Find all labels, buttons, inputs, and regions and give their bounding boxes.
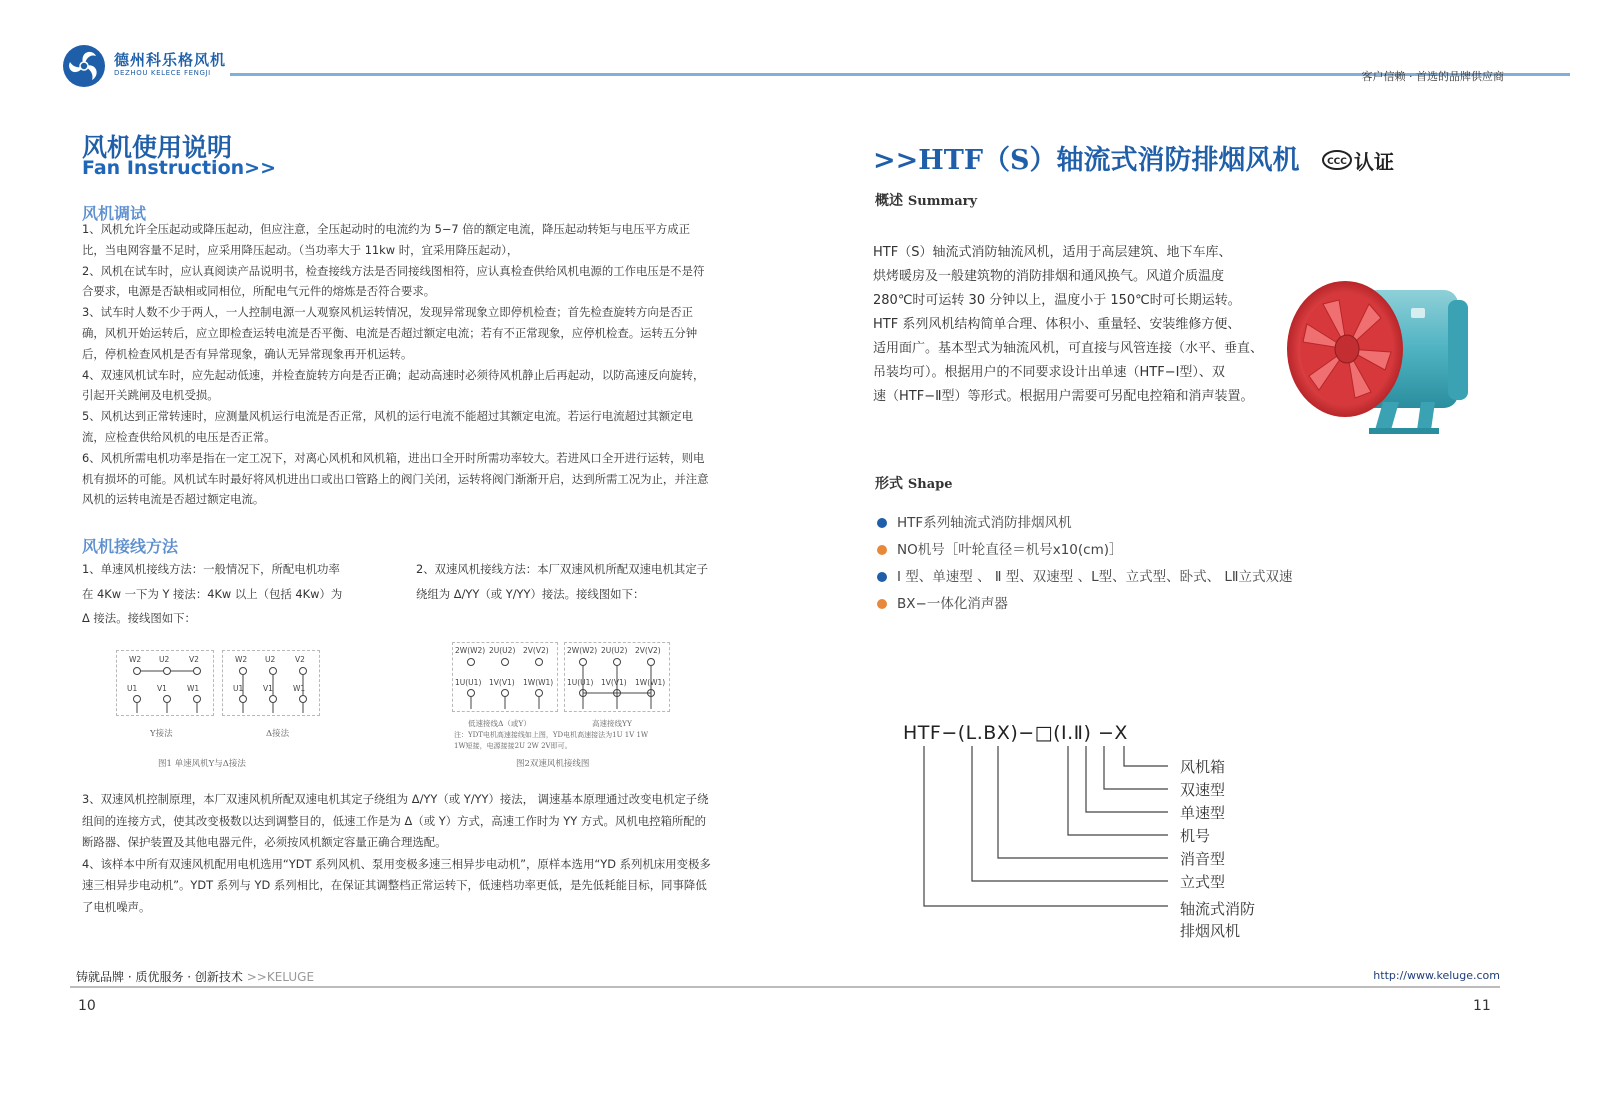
terminal-label: W1 [187, 684, 200, 693]
product-title: >>HTF（S）轴流式消防排烟风机 [873, 145, 1300, 176]
terminal-label: V2 [295, 655, 305, 664]
shape-item-text: HTF系列轴流式消防排烟风机 [897, 515, 1072, 531]
ccc-cert-icon [1322, 150, 1352, 170]
debug-paragraph: 6、风机所需电机功率是指在一定工况下，对离心风机和风机箱，进出口全开时所需功率较大。若进风口全开进行运转，则电机有损坏的可能。风机试车时最好将风机进出口或出口管路上的阀门关闭，运转将阀门渐渐开启，达到所需工况为止，并注意风机的运转电流是否超过额定电流。 [82, 450, 709, 507]
terminal-label: 2U(U2) [489, 646, 516, 655]
figure-dual-speed-wiring [452, 642, 712, 752]
terminal-label: 1U(U1) [455, 678, 482, 687]
summary-line: 适用面广。基本型式为轴流风机，可直接与风管连接（水平、垂直、 [873, 341, 1264, 356]
terminal-label: W2 [129, 655, 142, 664]
list-item [875, 593, 1293, 620]
high-speed-diagram [564, 642, 670, 712]
shape-list [875, 512, 1293, 620]
debug-paragraph: 4、双速风机试车时，应先起动低速，并检查旋转方向是否正确；起动高速时必须待风机静止后再起动，以防高速反向旋转，引起开关跳闸及电机受损。 [82, 367, 705, 403]
control-paragraph: 4、该样本中所有双速风机配用电机选用“YDT 系列风机、泵用变极多速三相异步电动机”，原样本选用“YD 系列机床用变极多速三相异步电动机”。YDT 系列与 YD 系列相比，在保证其调整档正常运转下，低速档功率更低，是先低耗能目标，同事降低了电机噪声。 [82, 856, 711, 914]
figure2-note-line1: 注：YDT电机高速接线如上图，YD电机高速接法为1U 1V 1W [454, 731, 649, 739]
terminal-label: U1 [233, 684, 244, 693]
shape-item-text: BX−一体化消声器 [897, 596, 1008, 612]
terminal-label: 2W(W2) [455, 646, 486, 655]
terminal-label: V1 [157, 684, 167, 693]
company-logo-icon [62, 44, 106, 88]
terminal-label: 1U(U1) [567, 678, 594, 687]
legend-item: 单速型 [1180, 804, 1226, 822]
page-number-right: 11 [1473, 998, 1491, 1014]
figure2-caption: 图2双速风机接线图 [516, 759, 590, 769]
debug-instructions [82, 219, 712, 510]
terminal-label: V1 [263, 684, 273, 693]
list-item [875, 539, 1293, 566]
legend-item: 立式型 [1180, 873, 1226, 891]
summary-line: HTF（S）轴流式消防轴流风机，适用于高层建筑、地下车库、 [873, 245, 1232, 260]
bullet-dot-icon [877, 518, 887, 528]
header-slogan: 客户信赖 · 首选的品牌供应商 [1361, 70, 1504, 83]
shape-heading-cn: 形式 [875, 476, 903, 492]
page-number-left: 10 [78, 998, 96, 1014]
wiring-dual-speed-text: 2、双速风机接线方法：本厂双速风机所配双速电机其定子绕组为 Δ/YY（或 Y/YY）接法。接线图如下： [416, 562, 709, 601]
ccc-mark-text: CCC [1327, 157, 1347, 167]
footer-slogan [76, 968, 314, 985]
y-connection-label: Y接法 [150, 729, 173, 739]
terminal-label: U1 [127, 684, 138, 693]
section-heading-wiring: 风机接线方法 [82, 537, 179, 556]
summary-line: 速（HTF−Ⅱ型）等形式。根据用户需要可另配电控箱和消声装置。 [873, 389, 1254, 404]
terminal-label: 1W(W1) [523, 678, 554, 687]
brand-name-en: DEZHOU KELECE FENGJI [114, 69, 211, 77]
terminal-label: W2 [235, 655, 248, 664]
terminal-label: 1W(W1) [635, 678, 666, 687]
summary-heading-cn: 概述 [875, 193, 903, 209]
cert-label: 认证 [1354, 150, 1394, 174]
footer-slogan-text: 铸就品牌 · 质优服务 · 创新技术 [76, 970, 243, 984]
terminal-label: 2W(W2) [567, 646, 598, 655]
summary-line: 烘烤暖房及一般建筑物的消防排烟和通风换气。风道介质温度 [873, 269, 1225, 284]
footer-url[interactable]: http://www.keluge.com [1373, 969, 1500, 982]
terminal-label: V2 [189, 655, 199, 664]
shape-heading [875, 473, 953, 493]
debug-paragraph: 2、风机在试车时，应认真阅读产品说明书，检查接线方法是否同接线图相符，应认真检查供给风机电源的工作电压是不是符合要求，电源是否缺相或同相位，所配电气元件的熔炼是否符合要求。 [82, 263, 705, 299]
legend-item: 机号 [1180, 827, 1211, 845]
model-code-leader-lines [900, 744, 1190, 914]
summary-heading-en: Summary [907, 194, 978, 209]
left-page-subtitle: Fan Instruction>> [82, 157, 276, 179]
terminal-label: 1V(V1) [489, 678, 515, 687]
terminal-label: 2V(V2) [635, 646, 661, 655]
summary-line: HTF 系列风机结构简单合理、体积小、重量轻、安装维修方便、 [873, 317, 1241, 332]
shape-item-text: Ⅰ 型、单速型 、 Ⅱ 型、双速型 、L型、立式型、卧式、 LⅡ立式双速 [897, 569, 1293, 585]
terminal-label: 2U(U2) [601, 646, 628, 655]
debug-paragraph: 3、试车时人数不少于两人，一人控制电源一人观察风机运转情况，发现异常现象立即停机检查；首先检查旋转方向是否正确，风机开始运转后，应立即检查运转电流是否平衡、电流是否超过额定电流；若有不正常现象，应停机检查。运转五分钟后，停机检查风机是否有异常现象，确认无异常现象再开机运转。 [82, 305, 698, 361]
terminal-label: 1V(V1) [601, 678, 627, 687]
footer-divider [70, 986, 1500, 988]
summary-line: 吊装均可）。根据用户的不同要求设计出单速（HTF−Ⅰ型）、双 [873, 365, 1225, 380]
terminal-label: U2 [159, 655, 170, 664]
delta-connection-label: Δ接法 [266, 729, 290, 739]
legend-item: 轴流式消防 [1180, 900, 1256, 918]
terminal-label: 2V(V2) [523, 646, 549, 655]
bullet-dot-icon [877, 545, 887, 555]
shape-item-text: NO机号［叶轮直径＝机号x10(cm)］ [897, 542, 1123, 558]
debug-paragraph: 1、风机允许全压起动或降压起动，但应注意，全压起动时的电流约为 5−7 倍的额定电流，降压起动转矩与电压平方成正比，当电网容量不足时，应采用降压起动。（当功率大于 11kw 时，宜采用降压起动）， [82, 222, 691, 257]
delta-connection-diagram [222, 650, 320, 716]
high-speed-label: 高速接线YY [592, 719, 632, 728]
section-heading-debug: 风机调试 [82, 204, 147, 223]
dual-speed-control-text [82, 789, 712, 918]
shape-heading-en: Shape [907, 477, 953, 492]
legend-item: 双速型 [1180, 781, 1226, 799]
debug-paragraph: 5、风机达到正常转速时，应测量风机运行电流是否正常，风机的运行电流不能超过其额定电流。若运行电流超过其额定电流，应检查供给风机的电压是否正常。 [82, 409, 693, 444]
legend-item: 风机箱 [1180, 758, 1226, 776]
y-connection-diagram [116, 650, 214, 716]
bullet-dot-icon [877, 599, 887, 609]
product-summary [873, 241, 1273, 409]
low-speed-diagram [452, 642, 558, 712]
fan-product-image [1283, 272, 1473, 440]
figure-single-speed-wiring [116, 650, 321, 745]
figure2-note-line2: 1W短接，电源接接2U 2W 2V即可。 [454, 742, 572, 750]
terminal-label: U2 [265, 655, 276, 664]
list-item [875, 566, 1293, 593]
control-paragraph: 3、双速风机控制原理，本厂双速风机所配双速电机其定子绕组为 Δ/YY（或 Y/YY）接法， 调速基本原理通过改变电机定子绕组间的连接方式，使其改变极数以达到调整目的，低速工作是为 Δ（或 Y）方式，高速工作时为 YY 方式。风机电控箱所配的断路器、保护装置及其他电器元件，必须按风机额定容量正确合理选配。 [82, 792, 709, 849]
legend-item: 消音型 [1180, 850, 1226, 868]
bullet-dot-icon [877, 572, 887, 582]
figure1-caption: 图1 单速风机Y与Δ接法 [158, 759, 246, 769]
legend-item: 排烟风机 [1180, 922, 1241, 940]
terminal-label: W1 [293, 684, 306, 693]
model-code: HTF−(L.BX)−□(Ⅰ.Ⅱ) −X [903, 722, 1128, 744]
summary-line: 280℃时可运转 30 分钟以上，温度小于 150℃时可长期运转。 [873, 293, 1241, 308]
brand-name-cn: 德州科乐格风机 [114, 51, 227, 69]
list-item [875, 512, 1293, 539]
left-page-title: 风机使用说明 [82, 133, 233, 162]
summary-heading [875, 190, 977, 210]
low-speed-label: 低速接线Δ（或Y） [468, 719, 531, 728]
footer-tag: >>KELUGE [246, 970, 315, 984]
wiring-single-speed-text: 1、单速风机接线方法：一般情况下，所配电机功率在 4Kw 一下为 Y 接法：4Kw 以上（包括 4Kw）为 Δ 接法。接线图如下： [82, 562, 343, 625]
